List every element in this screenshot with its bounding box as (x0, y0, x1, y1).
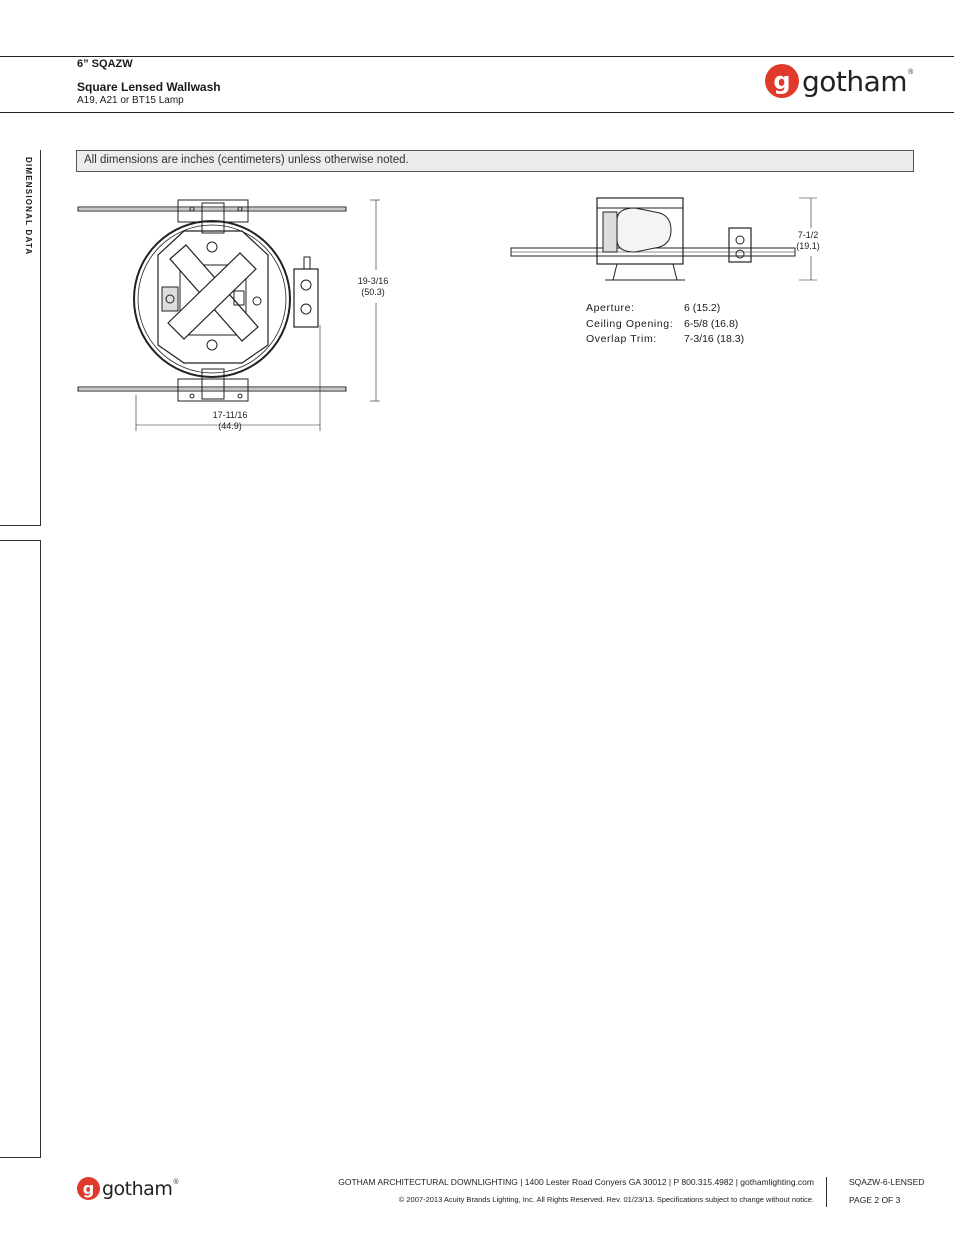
spec-value: 6-5/8 (16.8) (684, 317, 739, 330)
footer-gotham-logo (77, 1177, 179, 1200)
footer-registered-mark: ® (173, 1179, 179, 1186)
sidebar-section-empty (0, 540, 41, 1158)
logo-wordmark: gotham (802, 64, 908, 98)
sidebar-section-dimensional (0, 150, 41, 526)
footer-copyright-line: © 2007-2013 Acuity Brands Lighting, Inc. All Rights Reserved. Rev. 01/23/13. Specifications subject to change without notice. (398, 1195, 814, 1204)
spec-value: 7-3/16 (18.3) (684, 333, 745, 345)
plan-width-dimension (208, 410, 252, 432)
registered-mark: ® (908, 68, 914, 76)
plan-height-cm: (50.3) (361, 287, 385, 297)
plan-width-cm: (44.9) (218, 421, 242, 431)
spec-row (586, 301, 744, 317)
spec-value: 6 (15.2) (684, 302, 721, 314)
footer-doc-code: SQAZW-6-LENSED (849, 1177, 925, 1187)
plan-height-inches: 19-3/16 (357, 276, 389, 286)
side-view-drawing (505, 190, 825, 290)
side-height-inches: 7-1/2 (797, 230, 819, 240)
footer-logo-wordmark: gotham (102, 1177, 173, 1200)
spec-row (586, 317, 744, 333)
lamp-type: A19, A21 or BT15 Lamp (77, 95, 184, 106)
side-height-dimension (791, 230, 825, 252)
plan-view-drawing (70, 195, 390, 435)
product-code: 6” SQAZW (77, 58, 133, 70)
header-bottom-rule (0, 112, 954, 113)
gotham-g-icon: g (765, 64, 799, 98)
spec-row (586, 332, 744, 348)
sidebar-section-label: DIMENSIONAL DATA (24, 157, 33, 256)
footer-contact-line: GOTHAM ARCHITECTURAL DOWNLIGHTING | 1400 Lester Road Conyers GA 30012 | P 800.315.4982 | gothamlighting.com (338, 1177, 814, 1187)
header-top-rule (0, 56, 954, 57)
gotham-logo (765, 64, 913, 98)
plan-height-dimension (355, 276, 391, 298)
spec-label: Ceiling Opening: (586, 317, 674, 330)
footer-page-number: PAGE 2 OF 3 (849, 1195, 901, 1205)
plan-width-inches: 17-11/16 (212, 410, 248, 420)
product-name: Square Lensed Wallwash (77, 80, 221, 94)
footer-gotham-g-icon: g (77, 1177, 100, 1200)
side-height-cm: (19.1) (796, 241, 820, 251)
spec-list (586, 301, 744, 348)
units-note: All dimensions are inches (centimeters) unless otherwise noted. (76, 150, 914, 172)
footer-divider (826, 1177, 827, 1207)
spec-label: Aperture: (586, 302, 635, 314)
spec-label: Overlap Trim: (586, 333, 657, 345)
